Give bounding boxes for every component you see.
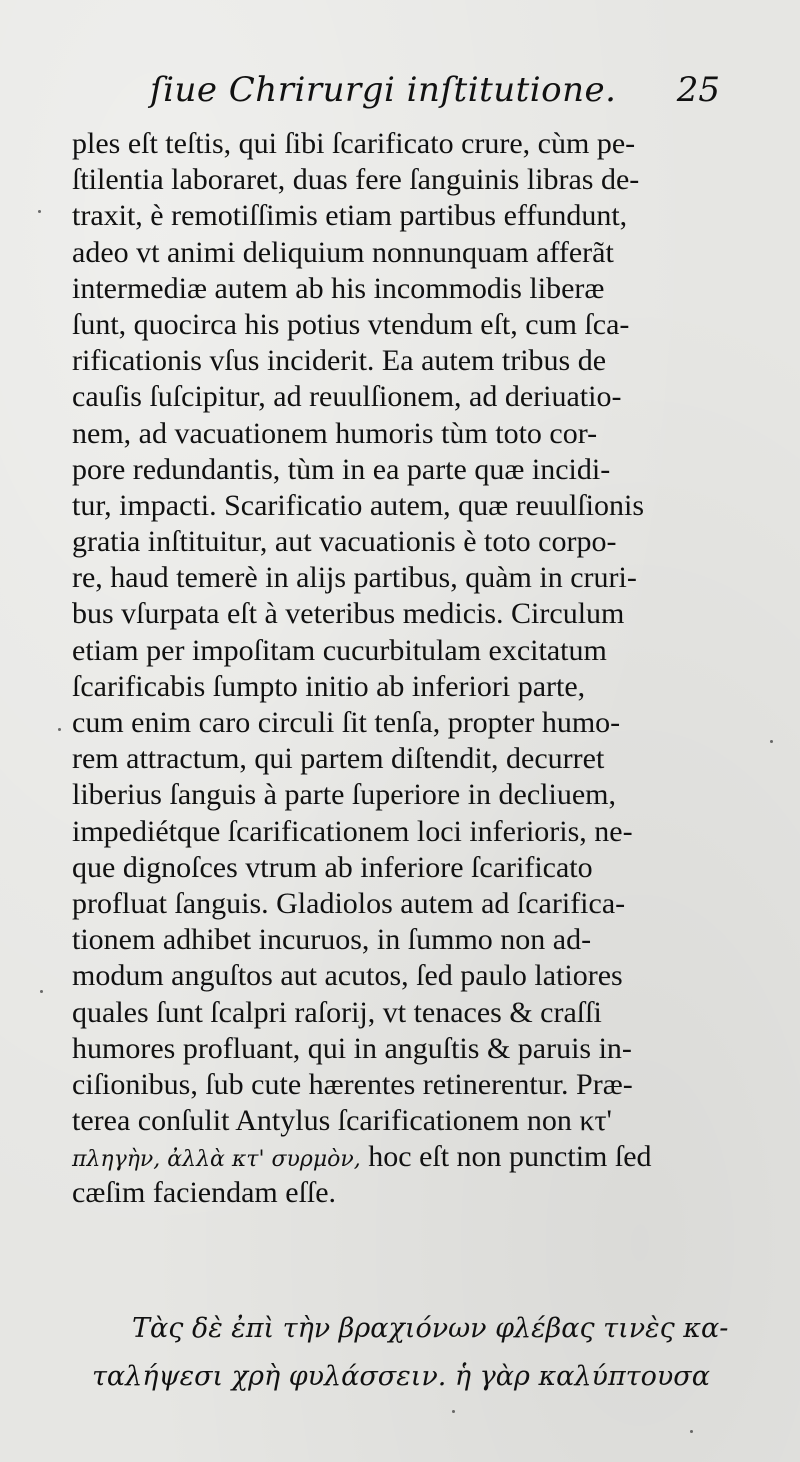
text-line: ſcarificabis ſumpto initio ab inferiori parte, [72, 669, 586, 703]
paper-speck [690, 1430, 693, 1433]
text-line: intermediæ autem ab his incommodis liberæ [72, 271, 605, 305]
paper-speck [452, 1410, 455, 1413]
text-line: tionem adhibet incuruos, in ſummo non ad- [72, 923, 592, 957]
paper-speck [40, 990, 43, 993]
closing-line: cæſim faciendam eſſe. [72, 1176, 337, 1210]
inline-greek-phrase: πληγὴν, ἀλλὰ κτ' συρμὸν, [72, 1147, 361, 1173]
text-line: re, haud temerè in alijs partibus, quàm in cruri- [72, 561, 637, 595]
page-number: 25 [676, 70, 720, 110]
text-line: tur, impacti. Scarificatio autem, quæ reuulſionis [72, 488, 644, 522]
text-line: nem, ad vacuationem humoris tùm toto cor- [72, 416, 598, 450]
text-line: cum enim caro circuli ſit tenſa, propter humo- [72, 706, 621, 739]
paper-speck [58, 728, 61, 731]
text-line: humores profluant, qui in anguſtis & paruis in- [72, 1031, 632, 1065]
greek-line: Τὰς δὲ ἐπὶ τὴν βραχιόνων φλέβας τινὲς κα- [132, 1313, 729, 1344]
greek-paragraph [72, 1305, 732, 1401]
text-line: etiam per impoſitam cucurbitulam excitatum [72, 633, 607, 667]
text-line: ciſionibus, ſub cute hærentes retinerentur. Præ- [72, 1067, 633, 1101]
text-line: profluat ſanguis. Gladiolos autem ad ſcarifica- [72, 886, 626, 920]
text-line: quales ſunt ſcalpri raſorij, vt tenaces & craſſi [72, 995, 602, 1029]
text-line: traxit, è remotiſſimis etiam partibus effundunt, [72, 199, 628, 233]
text-line: ſtilentia laboraret, duas fere ſanguinis libras de- [72, 163, 640, 197]
text-line: liberius ſanguis à parte ſuperiore in decliuem, [72, 778, 616, 812]
text-line: cauſis ſuſcipitur, ad reuulſionem, ad deriuatio- [72, 380, 622, 414]
text-line: rem attractum, qui partem diſtendit, decurret [72, 742, 605, 776]
text-line: ples eſt teſtis, qui ſibi ſcarificato crure, cùm pe- [72, 127, 636, 160]
text-line: impediétque ſcarificationem loci inferioris, ne- [72, 814, 633, 848]
text-line: adeo vt animi deliquium nonnunquam afferãt [72, 235, 614, 269]
main-text [72, 126, 732, 1212]
inline-latin-phrase: hoc eſt non punctim ſed [360, 1140, 652, 1174]
text-line: terea conſulit Antylus ſcarificationem non κτ' [72, 1104, 612, 1138]
paper-speck [770, 740, 773, 743]
greek-line: ταλήψεσι χρὴ φυλάσσειν. ἡ γὰρ καλύπτουσα [92, 1361, 710, 1392]
text-line: pore redundantis, tùm in ea parte quæ incidi- [72, 452, 611, 486]
page-header [150, 70, 720, 122]
mixed-greek-latin-line [72, 1139, 732, 1175]
text-line: bus vſurpata eſt à veteribus medicis. Circulum [72, 597, 625, 631]
paper-speck [38, 210, 41, 213]
text-line: gratia inſtituitur, aut vacuationis è toto corpo- [72, 525, 617, 559]
text-line: modum anguſtos aut acutos, ſed paulo latiores [72, 959, 623, 993]
running-head: ſiue Chrirurgi inſtitutione. [150, 70, 617, 110]
text-line: ſunt, quocirca his potius vtendum eſt, cum ſca- [72, 307, 630, 341]
text-line: rificationis vſus inciderit. Ea autem tribus de [72, 344, 607, 378]
text-line: que dignoſces vtrum ab inferiore ſcarificato [72, 850, 593, 884]
